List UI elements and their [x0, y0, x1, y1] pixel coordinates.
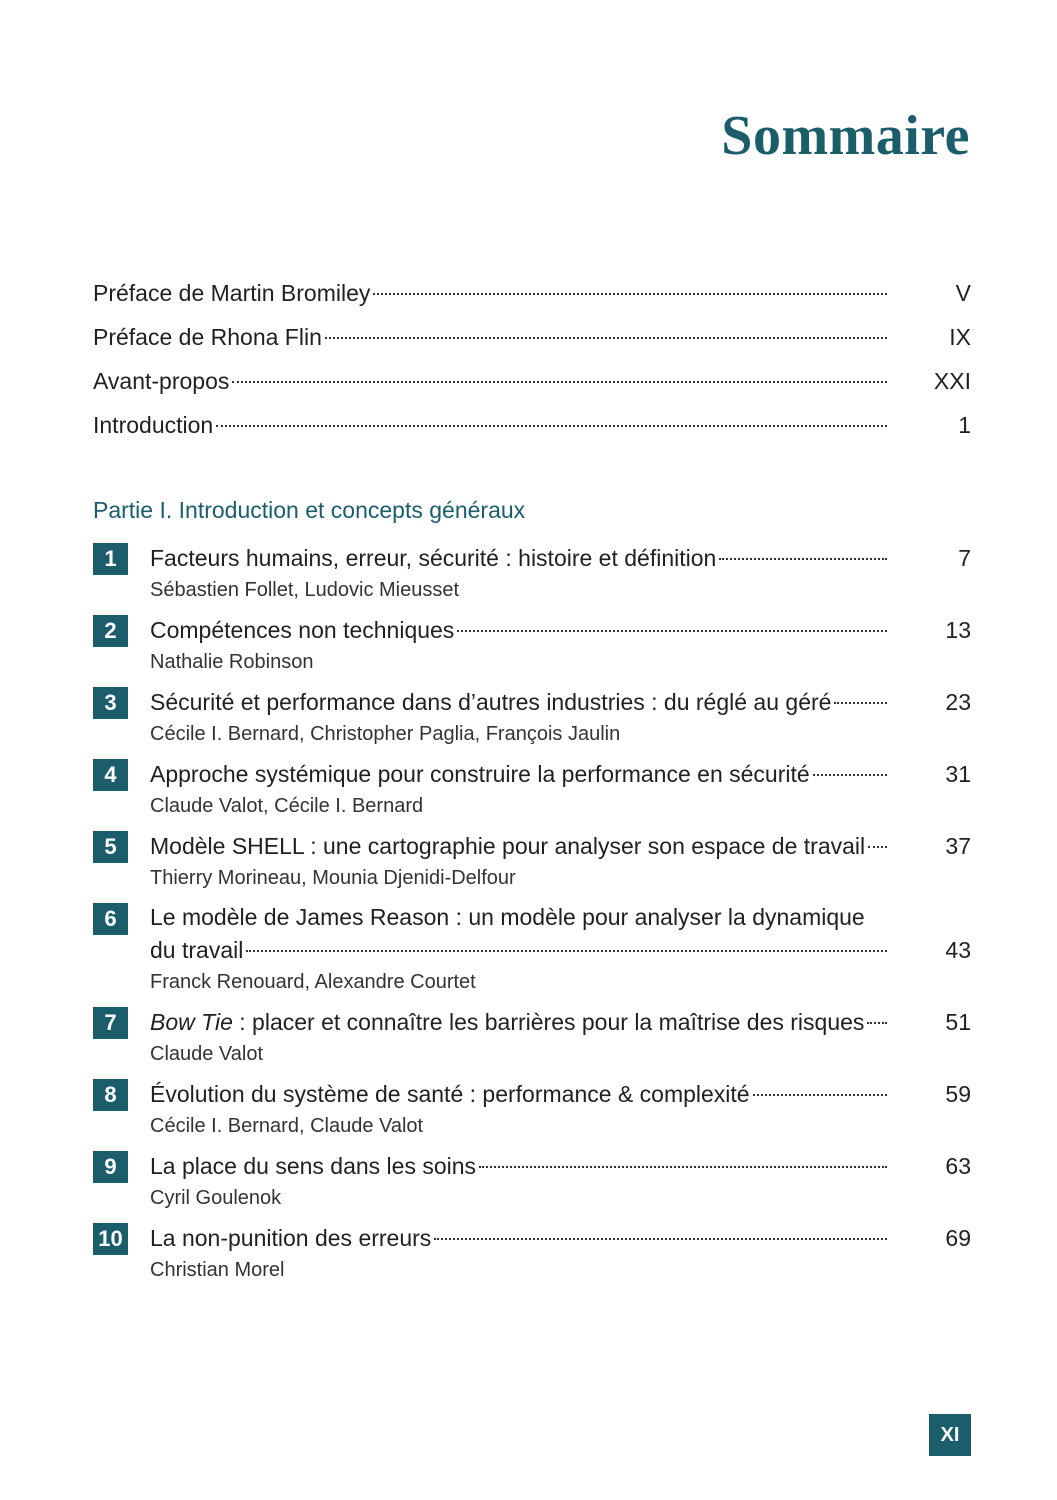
chapter-authors: Nathalie Robinson	[150, 651, 314, 673]
leader-dots	[753, 1094, 887, 1096]
chapter-title: La non-punition des erreurs	[150, 1225, 432, 1251]
chapter-number-badge: 8	[93, 1079, 128, 1111]
part-heading: Partie I. Introduction et concepts généraux	[93, 497, 526, 523]
chapter-entry-5[interactable]	[93, 829, 971, 893]
chapter-authors: Sébastien Follet, Ludovic Mieusset	[150, 579, 460, 601]
chapter-title: Sécurité et performance dans d’autres industries : du réglé au géré	[150, 689, 832, 715]
chapter-number-badge: 7	[93, 1007, 128, 1039]
chapter-entry-9[interactable]	[93, 1149, 971, 1213]
front-matter-list	[93, 278, 971, 454]
chapter-title-line1: Le modèle de James Reason : un modèle pour analyser la dynamique	[150, 904, 865, 930]
toc-entry-label: Avant-propos	[93, 368, 230, 394]
chapter-authors: Cyril Goulenok	[150, 1187, 282, 1209]
chapter-title: Modèle SHELL : une cartographie pour analyser son espace de travail	[150, 833, 866, 859]
chapter-title-rest: : placer et connaître les barrières pour la maîtrise des risques	[232, 1009, 865, 1035]
toc-entry-introduction[interactable]	[93, 410, 971, 454]
toc-entry-page: 1	[958, 412, 971, 438]
toc-entry-label: Préface de Rhona Flin	[93, 324, 322, 350]
chapter-title: Compétences non techniques	[150, 617, 455, 643]
chapter-page: 59	[945, 1081, 971, 1107]
chapter-authors: Claude Valot	[150, 1043, 264, 1065]
chapter-entry-10[interactable]	[93, 1221, 971, 1285]
toc-entry-preface-bromiley[interactable]	[93, 278, 971, 322]
chapter-list	[93, 541, 971, 1293]
chapter-authors: Christian Morel	[150, 1259, 285, 1281]
chapter-title: Approche systémique pour construire la performance en sécurité	[150, 761, 810, 787]
chapter-entry-4[interactable]	[93, 757, 971, 821]
chapter-number-badge: 6	[93, 903, 128, 935]
chapter-title-italic: Bow Tie	[150, 1009, 233, 1035]
chapter-page: 13	[945, 617, 971, 643]
chapter-page: 51	[945, 1009, 971, 1035]
chapter-authors: Cécile I. Bernard, Claude Valot	[150, 1115, 424, 1137]
chapter-entry-6[interactable]	[93, 901, 971, 997]
leader-dots	[325, 337, 887, 339]
chapter-authors: Claude Valot, Cécile I. Bernard	[150, 795, 424, 817]
chapter-entry-7[interactable]	[93, 1005, 971, 1069]
chapter-page: 63	[945, 1153, 971, 1179]
chapter-title: Évolution du système de santé : performance & complexité	[150, 1081, 750, 1107]
chapter-page: 7	[958, 545, 971, 571]
chapter-title: Facteurs humains, erreur, sécurité : histoire et définition	[150, 545, 717, 571]
leader-dots	[834, 702, 887, 704]
toc-entry-page: XXI	[933, 368, 971, 394]
chapter-entry-8[interactable]	[93, 1077, 971, 1141]
chapter-authors: Cécile I. Bernard, Christopher Paglia, François Jaulin	[150, 723, 621, 745]
leader-dots	[232, 381, 887, 383]
chapter-number-badge: 1	[93, 543, 128, 575]
leader-dots	[246, 950, 887, 952]
chapter-title	[150, 1005, 864, 1039]
page-number-badge: XI	[929, 1414, 971, 1456]
chapter-number-badge: 10	[93, 1223, 128, 1255]
toc-entry-avant-propos[interactable]	[93, 366, 971, 410]
chapter-entry-1[interactable]	[93, 541, 971, 605]
chapter-number-badge: 3	[93, 687, 128, 719]
chapter-number-badge: 2	[93, 615, 128, 647]
page-title: Sommaire	[721, 105, 970, 167]
chapter-authors: Thierry Morineau, Mounia Djenidi-Delfour	[150, 867, 516, 889]
chapter-page: 69	[945, 1225, 971, 1251]
chapter-page: 31	[945, 761, 971, 787]
leader-dots	[868, 846, 887, 848]
leader-dots	[216, 425, 887, 427]
chapter-number-badge: 4	[93, 759, 128, 791]
chapter-entry-3[interactable]	[93, 685, 971, 749]
chapter-number-badge: 5	[93, 831, 128, 863]
leader-dots	[457, 630, 887, 632]
toc-entry-page: IX	[949, 324, 971, 350]
toc-entry-page: V	[955, 280, 971, 306]
leader-dots	[867, 1022, 887, 1024]
chapter-page: 23	[945, 689, 971, 715]
chapter-number-badge: 9	[93, 1151, 128, 1183]
leader-dots	[813, 774, 887, 776]
toc-entry-label: Introduction	[93, 412, 214, 438]
chapter-authors: Franck Renouard, Alexandre Courtet	[150, 971, 476, 993]
leader-dots	[434, 1238, 887, 1240]
leader-dots	[479, 1166, 887, 1168]
leader-dots	[373, 293, 887, 295]
toc-entry-label: Préface de Martin Bromiley	[93, 280, 371, 306]
leader-dots	[719, 558, 887, 560]
chapter-title-line2: du travail	[150, 937, 244, 963]
chapter-entry-2[interactable]	[93, 613, 971, 677]
chapter-title: La place du sens dans les soins	[150, 1153, 477, 1179]
chapter-page: 37	[945, 833, 971, 859]
chapter-page: 43	[945, 937, 971, 963]
toc-entry-preface-flin[interactable]	[93, 322, 971, 366]
